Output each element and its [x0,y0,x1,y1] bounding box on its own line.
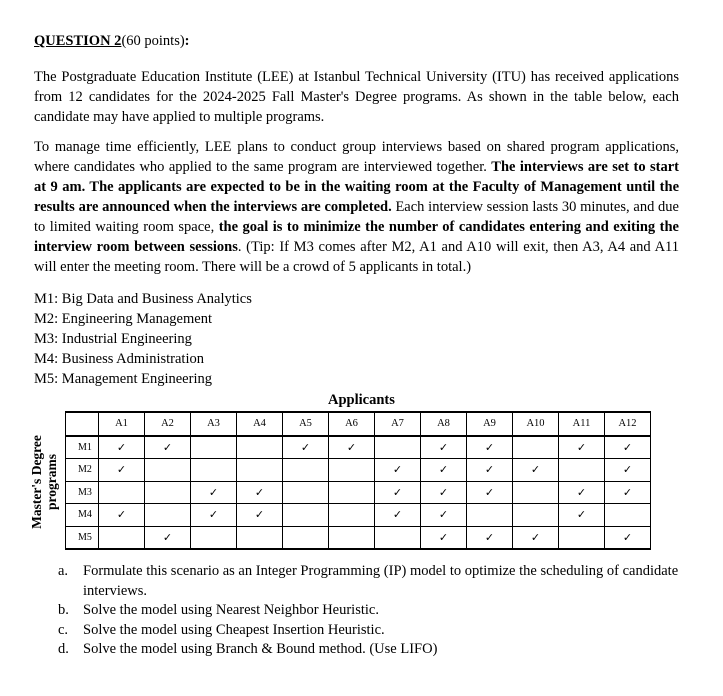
check-mark-icon: ✓ [421,481,467,504]
check-mark-icon: ✓ [329,436,375,459]
check-mark-icon: ✓ [191,481,237,504]
check-mark-icon: ✓ [421,436,467,459]
part-text: Solve the model using Branch & Bound method. (Use LIFO) [83,641,438,658]
program-cell-m2: M2 [66,459,99,482]
question-points: (60 points) [121,33,185,49]
applicant-header-a6: A6 [329,412,375,436]
empty-cell [467,504,513,527]
part-text: Solve the model using Cheapest Insertion Heuristic. [83,621,385,638]
part-letter: d. [58,641,69,658]
check-mark-icon: ✓ [421,526,467,549]
empty-cell [513,481,559,504]
program-item: M1: Big Data and Business Analytics [34,291,252,307]
check-mark-icon: ✓ [467,481,513,504]
applicant-header-a2: A2 [145,412,191,436]
applicant-header-a10: A10 [513,412,559,436]
program-item: M3: Industrial Engineering [34,331,192,347]
applicant-header-a3: A3 [191,412,237,436]
check-mark-icon: ✓ [559,504,605,527]
applicant-header-a9: A9 [467,412,513,436]
constraints-paragraph [34,137,679,277]
applicant-header-a4: A4 [237,412,283,436]
empty-cell [99,526,145,549]
check-mark-icon: ✓ [145,436,191,459]
question-label: QUESTION 2 [34,33,122,49]
check-mark-icon: ✓ [99,436,145,459]
check-mark-icon: ✓ [283,436,329,459]
part-item [58,640,688,660]
empty-cell [191,436,237,459]
empty-cell [191,526,237,549]
empty-cell [329,504,375,527]
check-mark-icon: ✓ [467,526,513,549]
check-mark-icon: ✓ [467,436,513,459]
empty-cell [329,481,375,504]
part-letter: a. [58,563,69,579]
check-mark-icon: ✓ [421,504,467,527]
table-row [66,481,651,504]
check-mark-icon: ✓ [605,526,651,549]
table-corner-cell [66,412,99,436]
question-colon: : [184,33,190,49]
intro-paragraph: The Postgraduate Education Institute (LEE) at Istanbul Technical University (ITU) has received applications from 12 candidates for the 2024-2025 Fall Master's Degree programs. As shown in the table below, each candidate may have applied to multiple programs. [34,69,679,125]
empty-cell [145,504,191,527]
check-mark-icon: ✓ [191,504,237,527]
empty-cell [145,459,191,482]
applicants-heading: Applicants [328,392,395,408]
programs-axis-label-line1: Master's Degree [29,435,44,529]
p2-bold-schedule: The interviews are set to start at 9 am. The applicants are expected to be in the waiting room at the Faculty of Management until the results are announced when the interviews are completed. [34,159,680,215]
applications-table [65,411,651,550]
empty-cell [99,481,145,504]
table-header-row [66,412,651,436]
empty-cell [605,504,651,527]
p2-tip: . (Tip: If M3 comes after M2, A1 and A10 will exit, then A3, A4 and A11 will enter the meeting room. There will be a crowd of 5 applicants in total.) [34,239,680,275]
part-item [58,621,688,641]
applicant-header-a7: A7 [375,412,421,436]
table-row [66,526,651,549]
check-mark-icon: ✓ [605,481,651,504]
check-mark-icon: ✓ [237,504,283,527]
table-row [66,504,651,527]
check-mark-icon: ✓ [99,459,145,482]
part-text: Solve the model using Nearest Neighbor Heuristic. [83,602,379,619]
empty-cell [283,526,329,549]
empty-cell [283,504,329,527]
check-mark-icon: ✓ [467,459,513,482]
applicant-header-a1: A1 [99,412,145,436]
empty-cell [329,526,375,549]
empty-cell [559,526,605,549]
table-row [66,459,651,482]
empty-cell [283,481,329,504]
applicant-header-a11: A11 [559,412,605,436]
program-list [34,289,252,389]
check-mark-icon: ✓ [513,526,559,549]
check-mark-icon: ✓ [559,481,605,504]
part-letter: b. [58,602,69,619]
question-title [34,33,190,50]
check-mark-icon: ✓ [99,504,145,527]
check-mark-icon: ✓ [145,526,191,549]
check-mark-icon: ✓ [513,459,559,482]
part-item [58,601,688,621]
part-text: Formulate this scenario as an Integer Programming (IP) model to optimize the scheduling of candidate interviews. [83,563,679,599]
empty-cell [375,526,421,549]
empty-cell [513,436,559,459]
check-mark-icon: ✓ [375,481,421,504]
check-mark-icon: ✓ [237,481,283,504]
check-mark-icon: ✓ [375,459,421,482]
question-parts [58,562,688,660]
programs-axis-label-line2: programs [44,454,59,511]
programs-axis-label [26,414,62,550]
empty-cell [237,459,283,482]
empty-cell [375,436,421,459]
program-cell-m4: M4 [66,504,99,527]
check-mark-icon: ✓ [605,459,651,482]
applicant-header-a8: A8 [421,412,467,436]
check-mark-icon: ✓ [375,504,421,527]
empty-cell [283,459,329,482]
program-cell-m3: M3 [66,481,99,504]
program-item: M5: Management Engineering [34,371,212,387]
empty-cell [145,481,191,504]
program-item: M2: Engineering Management [34,311,212,327]
check-mark-icon: ✓ [559,436,605,459]
part-item [58,562,688,601]
part-letter: c. [58,621,69,638]
check-mark-icon: ✓ [421,459,467,482]
empty-cell [191,459,237,482]
applicant-header-a5: A5 [283,412,329,436]
p2-sentence-3: Each interview session lasts 30 minutes, and due to limited waiting room space, [34,199,679,235]
program-item: M4: Business Administration [34,351,204,367]
program-cell-m5: M5 [66,526,99,549]
empty-cell [329,459,375,482]
program-cell-m1: M1 [66,436,99,459]
empty-cell [559,459,605,482]
empty-cell [513,504,559,527]
empty-cell [237,526,283,549]
p2-bold-goal: the goal is to minimize the number of candidates entering and exiting the interview room between sessions [34,219,679,255]
applicant-header-a12: A12 [605,412,651,436]
table-row [66,436,651,459]
check-mark-icon: ✓ [605,436,651,459]
empty-cell [237,436,283,459]
p2-sentence-1: To manage time efficiently, LEE plans to conduct group interviews based on shared program applications, where candidates who applied to the same program are interviewed together. [34,139,679,175]
